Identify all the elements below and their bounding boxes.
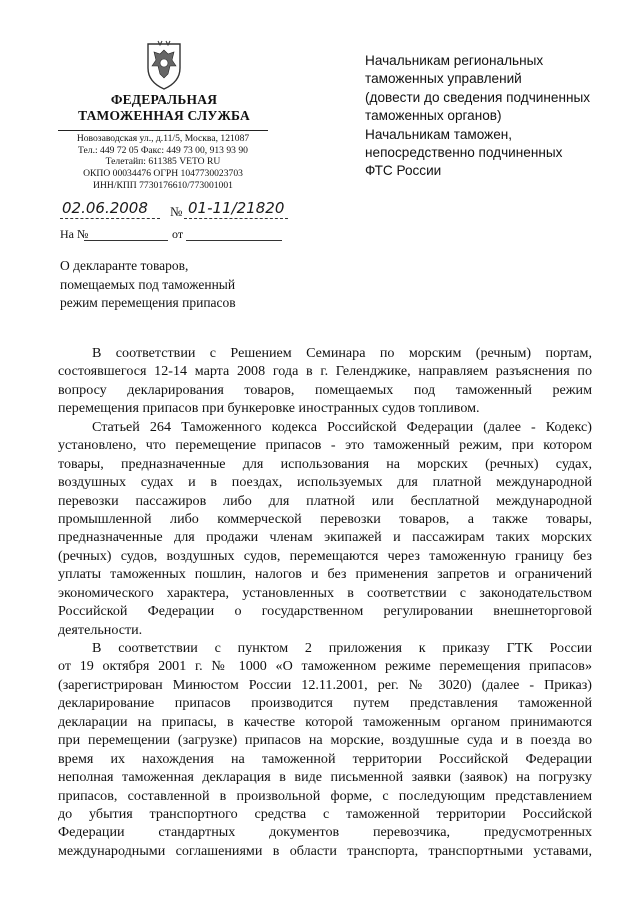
- body-text-line: В соответствии с пунктом 2 приложения к приказу ГТК России: [92, 640, 592, 656]
- body-text-line: перевозки пассажиров либо для платной или бесплатной международной: [58, 492, 592, 509]
- body-text-line: вопросу декларирования товаров, помещаемых под таможенный режим: [58, 381, 592, 398]
- addressee-line: Начальникам региональных: [365, 53, 544, 68]
- body-text-line: экономического характера, установленных в соответствии с законодательством: [58, 584, 592, 601]
- body-text-line: уплаты таможенных пошлин, налогов и без применения запретов и ограничений: [58, 566, 592, 583]
- body-text-line: товары, предназначенные для использования на морских (речных) судах,: [58, 455, 592, 472]
- body-text-line: (речных) судов, воздушных судов, перемещаются через таможенную границу без: [58, 547, 592, 564]
- body-text-line: предназначенные для продажи членам экипажей и пассажирам таких морских: [58, 529, 592, 546]
- addressee-line: Начальникам таможен,: [365, 126, 513, 142]
- subject-line: режим перемещения припасов: [60, 295, 236, 310]
- body-text-line: время их нахождения на таможенной территории Российской Федерации: [58, 750, 592, 767]
- date-underline: [60, 218, 160, 219]
- body-text-line: от 19 октября 2001 г. № 1000 «О таможенном режиме перемещения припасов»: [58, 658, 592, 675]
- body-text-line: декларирование припасов производится путем представления таможенной: [58, 695, 592, 712]
- body-text-line: декларации на припасы, в качестве которой таможенным органом принимаются: [58, 713, 592, 730]
- addressee-line: таможенных управлений: [365, 71, 522, 87]
- address-block: [56, 133, 270, 192]
- organization-name: [58, 92, 270, 124]
- letter-date: 02.06.2008: [62, 199, 148, 217]
- body-text-line: В соответствии с Решением Семинара по морским (речным) портам,: [92, 345, 592, 361]
- addressee-line: непосредственно подчиненных: [365, 145, 563, 161]
- addressee-line: ФТС России: [365, 163, 442, 179]
- reference-number-blank: [84, 240, 168, 241]
- body-text-line: при перемещении (загрузке) припасов на морские, воздушные суда и в поезда во: [58, 732, 592, 749]
- body-text-line: припасов, составленной в произвольной форме, с последующим представлением: [58, 787, 592, 804]
- addressee-line: таможенных органов): [365, 108, 502, 124]
- address-line: Новозаводская ул., д.11/5, Москва, 121087: [76, 133, 250, 144]
- body-text-line: деятельности.: [58, 621, 143, 638]
- addressee-block: [365, 52, 605, 181]
- body-text-line: Российской Федерации о государственном регулировании внешнеторговой: [58, 603, 592, 620]
- subject-line: О декларанте товаров,: [60, 258, 189, 273]
- reference-date-label: от: [172, 227, 184, 241]
- body-text-line: состоявшегося 12-14 марта 2008 года в г. Геленджике, направляем разъяснения по: [58, 363, 592, 380]
- addressee-line: (довести до сведения подчиненных: [365, 89, 591, 105]
- body-text-line: неполная таможенная декларация в виде письменной заявки (заявок) на погрузку: [58, 769, 592, 786]
- body-text-line: установлено, что перемещение припасов - это таможенный режим, при котором: [58, 437, 592, 454]
- number-label: №: [170, 204, 183, 219]
- letter-subject: [60, 257, 310, 313]
- body-text-line: международными соглашениями в области транспорта, транспортными уставами,: [58, 842, 592, 859]
- body-text-line: Федерации стандартных документов перевозчика, предусмотренных: [58, 824, 592, 841]
- address-line: ОКПО 00034476 ОГРН 1047730023703: [83, 168, 243, 180]
- header-divider: [58, 130, 268, 131]
- letter-body: [58, 344, 592, 860]
- address-line: ИНН/КПП 7730176610/773001001: [93, 179, 233, 191]
- org-line-2: ТАМОЖЕННАЯ СЛУЖБА: [78, 108, 250, 123]
- coat-of-arms-emblem-icon: [140, 38, 188, 92]
- org-line-1: ФЕДЕРАЛЬНАЯ: [110, 92, 218, 107]
- body-text-line: промышленной либо коммерческой перевозки товаров, а также товары,: [58, 510, 592, 527]
- number-underline: [184, 218, 288, 219]
- body-text-line: до убытия транспортного средства с таможенной территории Российской: [58, 805, 592, 822]
- reference-line: [60, 227, 300, 243]
- body-text-line: перемещения припасов при бункеровке иностранных судов топливом.: [58, 400, 480, 417]
- reference-date-blank: [186, 240, 282, 241]
- registration-line: [60, 199, 300, 220]
- body-text-line: (зарегистрирован Минюстом России 12.11.2001, рег. № 3020) (далее - Приказ): [58, 676, 592, 693]
- address-line: Тел.: 449 72 05 Факс: 449 73 00, 913 93 90: [78, 144, 248, 156]
- body-text-line: Статьей 264 Таможенного кодекса Российской Федерации (далее - Кодекс): [92, 418, 592, 435]
- letter-number: 01-11/21820: [188, 199, 285, 217]
- body-text-line: воздушных судах и в поездах, используемых для платной международной: [58, 474, 592, 491]
- subject-line: помещаемых под таможенный: [60, 276, 236, 292]
- address-line: Телетайп: 611385 VETO RU: [105, 156, 221, 168]
- reference-number-label: На №: [60, 227, 89, 241]
